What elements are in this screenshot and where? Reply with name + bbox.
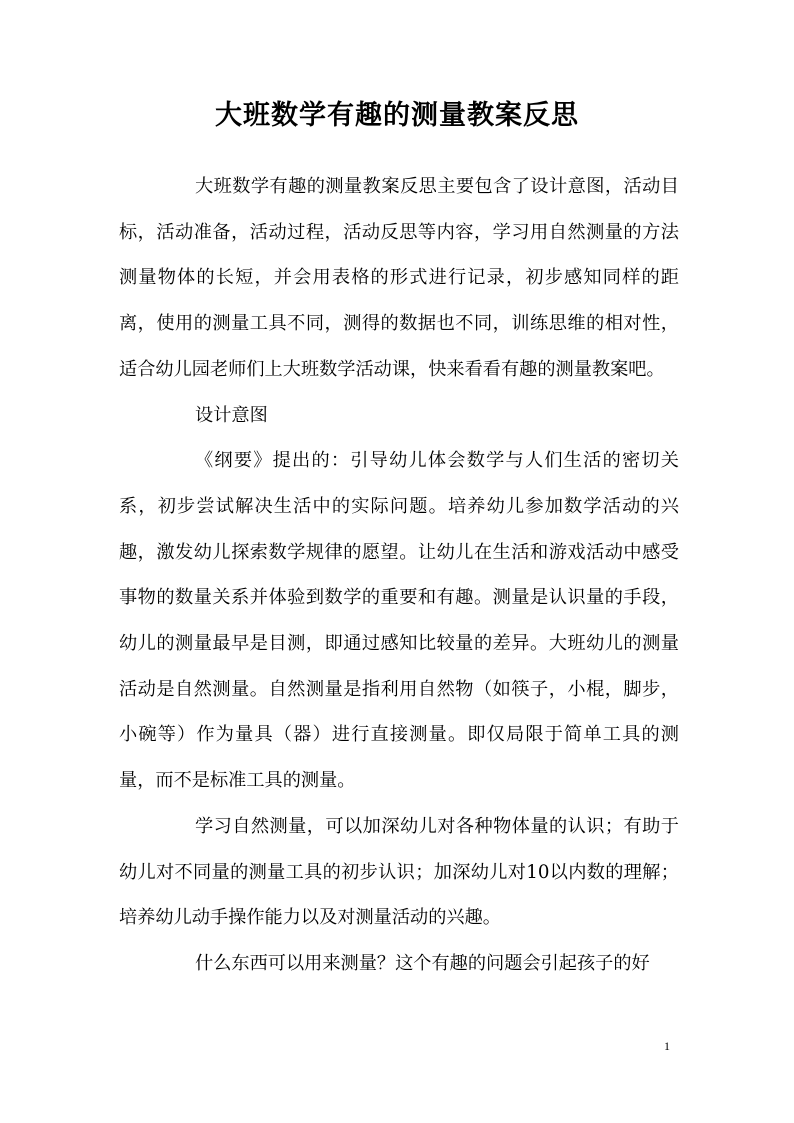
section-heading-design-intent: 设计意图 — [195, 404, 268, 426]
paragraph-natural-measurement: 学习自然测量，可以加深幼儿对各种物体量的认识；有助于幼儿对不同量的测量工具的初步认识；加深幼儿对10以内数的理解；培养幼儿动手操作能力以及对测量活动的兴趣。 — [119, 815, 679, 929]
intro-paragraph: 大班数学有趣的测量教案反思主要包含了设计意图，活动目标，活动准备，活动过程，活动反思等内容，学习用自然测量的方法测量物体的长短，并会用表格的形式进行记录，初步感知同样的距离，使用的测量工具不同，测得的数据也不同，训练思维的相对性，适合幼儿园老师们上大班数学活动课，快来看看有趣的测量教案吧。 — [119, 176, 679, 380]
document-title: 大班数学有趣的测量教案反思 — [215, 100, 579, 131]
page-number: 1 — [664, 1039, 670, 1053]
paragraph-question: 什么东西可以用来测量？这个有趣的问题会引起孩子的好 — [195, 952, 650, 974]
document-body — [119, 164, 679, 987]
paragraph-guideline: 《纲要》提出的：引导幼儿体会数学与人们生活的密切关系，初步尝试解决生活中的实际问题。培养幼儿参加数学活动的兴趣，激发幼儿探索数学规律的愿望。让幼儿在生活和游戏活动中感受事物的数量关系并体验到数学的重要和有趣。测量是认识量的手段，幼儿的测量最早是目测，即通过感知比较量的差异。大班幼儿的测量活动是自然测量。自然测量是指利用自然物（如筷子，小棍，脚步，小碗等）作为量具（器）进行直接测量。即仅局限于简单工具的测量，而不是标准工具的测量。 — [119, 450, 679, 792]
